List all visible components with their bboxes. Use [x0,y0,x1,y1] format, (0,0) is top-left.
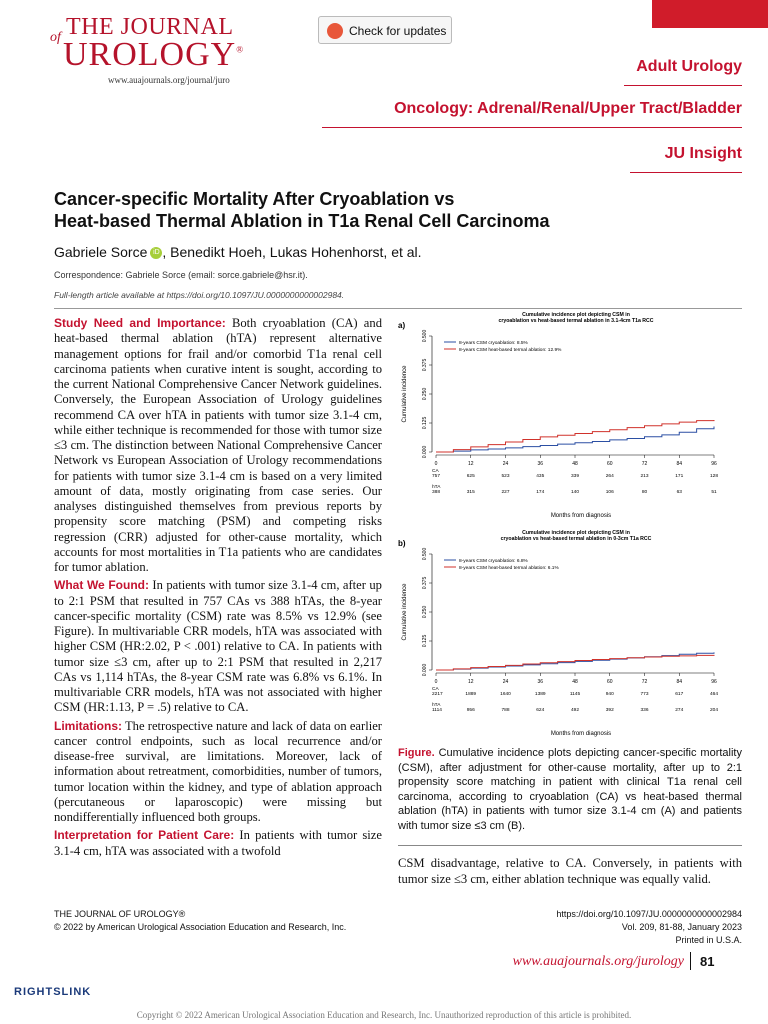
y-tick-label: 0.375 [422,576,428,590]
section-header-oncology: Oncology: Adrenal/Renal/Upper Tract/Bladder [394,100,742,117]
heading-found: What We Found: [54,578,149,593]
x-tick-label: 0 [434,461,438,467]
section-underline [624,85,742,86]
section-underline [322,127,742,128]
risk-value: 492 [570,708,580,713]
journal-url[interactable]: www.auajournals.org/journal/juro [108,75,230,85]
correspondence: Correspondence: Gabriele Sorce (email: sorce.gabriele@hsr.it). [54,270,308,280]
risk-label: CA [432,469,439,474]
chart-title: Cumulative incidence plot depicting CSM in [522,312,630,318]
series-line [436,426,714,452]
section-underline [630,172,742,173]
x-tick-label: 12 [467,679,474,685]
risk-total: 2217 [432,692,443,697]
author-list [54,244,422,260]
panel-label: a) [398,321,406,330]
risk-value: 625 [466,474,475,479]
x-tick-label: 60 [606,679,613,685]
authors-rest: , Benedikt Hoeh, Lukas Hohenhorst, et al. [162,244,422,260]
chart-title: Cumulative incidence plot depicting CSM in [522,530,630,536]
journal-logo-text: UROLOGY [63,36,237,73]
page-number: 81 [700,954,715,969]
risk-value: 956 [466,708,475,713]
y-tick-label: 0.000 [422,663,428,677]
bookmark-icon [327,23,343,39]
footer-url[interactable]: www.auajournals.org/jurology [512,954,684,969]
legend-entry: 8-years CSM cryoablation: 8.5% [459,340,528,346]
text-interpretation: In patients with tumor size 3.1-4 cm, hTA was associated with a twofold [54,828,382,858]
orcid-icon[interactable]: iD [150,247,162,259]
figure-caption [398,746,742,833]
risk-value: 128 [709,474,719,479]
figure-caption-label: Figure. [398,747,435,759]
risk-value: 624 [536,708,545,713]
risk-value: 227 [501,490,510,495]
heading-limitations: Limitations: [54,718,122,733]
article-title-line1: Cancer-specific Mortality After Cryoablation vs [54,189,455,209]
risk-value: 1640 [500,692,511,697]
series-line [436,420,714,452]
x-tick-label: 24 [502,461,509,467]
y-tick-label: 0.250 [422,387,428,401]
legend-entry: 8-years CSM cryoablation: 6.8% [459,558,528,564]
heading-interpretation: Interpretation for Patient Care: [54,828,235,843]
risk-value: 264 [605,474,614,479]
main-text-column [54,316,382,862]
risk-value: 392 [605,708,614,713]
text-limitations: The retrospective nature and lack of data on earlier cancer control endpoints, such as local recurrence and/or disease-free survival, are limitations. Moreover, lack of information about retreatment, comorbidities, number of tumors, tumor location within the kidney, and type of ablation approach (percutaneous or laparoscopic) were missing but nondifferentially influenced both groups. [54,718,382,824]
x-tick-label: 72 [641,461,648,467]
chart-panel-a [398,312,718,519]
x-axis-label: Months from diagnosis [550,513,612,519]
section-header-ju-insight: JU Insight [664,145,742,162]
risk-value: 523 [501,474,510,479]
section-header-adult-urology: Adult Urology [636,58,742,75]
risk-value: 773 [640,692,649,697]
paragraph-found [54,578,382,715]
journal-footer [54,908,346,934]
check-for-updates-button[interactable] [318,16,452,44]
divider [54,308,742,309]
panel-label: b) [398,539,406,548]
footer-copyright: © 2022 by American Urological Association Education and Research, Inc. [54,922,347,932]
y-axis-label: Cumulative incidence [402,583,408,641]
risk-value: 435 [536,474,545,479]
x-tick-label: 48 [572,679,578,685]
risk-total: 1114 [432,708,442,713]
chart-title: cryoablation vs heat-based termal ablation in 3.1-4cm T1a RCC [498,318,654,324]
x-tick-label: 36 [537,461,544,467]
risk-value: 274 [675,708,684,713]
risk-value: 204 [709,708,719,713]
full-length-link[interactable]: Full-length article available at https://doi.org/10.1097/JU.0000000000002984. [54,290,345,300]
y-axis-label: Cumulative incidence [402,365,408,423]
journal-logo-of: of [50,30,61,45]
risk-value: 1889 [465,692,477,697]
printed-info: Printed in U.S.A. [675,935,742,945]
y-tick-label: 0.250 [422,605,428,619]
x-tick-label: 12 [467,461,474,467]
risk-value: 1389 [534,692,546,697]
y-tick-label: 0.500 [422,329,428,343]
x-tick-label: 84 [676,461,683,467]
footer-journal-name: THE JOURNAL OF UROLOGY® [54,909,186,919]
chart-title: cryoablation vs heat-based termal ablation in 0-3cm T1a RCC [500,536,652,542]
risk-value: 940 [605,692,614,697]
doi-link[interactable]: https://doi.org/10.1097/JU.0000000000002984 [556,909,742,919]
author-first[interactable]: Gabriele Sorce [54,244,148,260]
y-tick-label: 0.125 [422,634,428,648]
heading-need: Study Need and Importance: [54,316,226,330]
risk-value: 315 [466,490,475,495]
risk-value: 106 [605,490,614,495]
risk-value: 464 [709,692,719,697]
risk-label: hTA [432,703,441,708]
y-tick-label: 0.125 [422,416,428,430]
legend-entry: 8-years CSM heat-based termal ablation: 6.1% [459,565,559,571]
risk-value: 140 [570,490,580,495]
text-found: In patients with tumor size 3.1-4 cm, after up to 2:1 PSM that resulted in 757 CAs vs 388 hTAs, the 8-year cancer-specific mortality (CSM) rate was 8.5% vs 12.9% (see Figure). In multivariable CRR models, hTA was associated with higher CSM (HR:2.02, P < .001) relative to CA. In patients with tumor size ≤3 cm, after up to 2:1 PSM that resulted in 2,217 CAs vs 1,114 hTAs, the 8-year CSM rate was 6.8% vs 6.1%. In multivariable CRR models, hTA was not associated with higher CSM (HR:1.13, P = .5) relative to CA. [54,578,382,715]
y-tick-label: 0.000 [422,445,428,459]
article-title-line2: Heat-based Thermal Ablation in T1a Renal Cell Carcinoma [54,211,550,231]
risk-value: 617 [675,692,684,697]
paragraph-need [54,316,382,575]
text-need: Both cryoablation (CA) and heat-based thermal ablation (hTA) represent alternative management options for frail and/or comorbid T1a renal cell carcinoma patients when curative intent is sought, according to the current National Comprehensive Cancer Network guidelines. Conversely, the European Association of Urology guidelines recommend CA over hTA in patients with tumor size 3.1-4 cm, while either technique is recommended for those with tumor size ≤3 cm. The distinction between National Comprehensive Cancer Network vs European Association of Urology recommendations for patients with tumor size 3.1-4 cm is based on a very limited amount of data, mostly originating from case series. Our analyses distinguished themselves from previous reports by propensity score matching (PSM) and competing risks regression (CRR) adjusted for other-cause mortality, which accounts for most mortalities in T1a patients who are candidates for tumor ablation. [54,316,382,574]
check-for-updates-label: Check for updates [349,24,447,38]
risk-value: 336 [640,708,649,713]
risk-label: CA [432,687,439,692]
x-tick-label: 60 [606,461,613,467]
article-title [54,188,614,232]
volume-info: Vol. 209, 81-88, January 2023 [621,922,742,932]
x-tick-label: 84 [676,679,683,685]
chart-panel-b [398,530,718,737]
x-tick-label: 36 [537,679,544,685]
caption-divider [398,845,742,846]
paragraph-interpretation [54,828,382,859]
risk-total: 388 [432,490,441,495]
risk-value: 213 [640,474,649,479]
figure-caption-text: Cumulative incidence plots depicting cancer-specific mortality (CSM), after adjustment for other-cause mortality, after up to 2:1 propensity score matching in patient with clinical T1a renal cell carcinoma, according to cryoablation (CA) vs heat-based thermal ablation (hTA) in patients with tumor size 3.1-4 cm (A) and patients with tumor size ≤3 cm (B). [398,747,742,832]
doi-block [556,908,742,947]
x-tick-label: 48 [572,461,578,467]
figure [396,310,746,742]
risk-value: 339 [570,474,580,479]
legend-entry: 8-years CSM heat-based termal ablation: 12.9% [459,347,562,353]
risk-value: 80 [641,490,648,495]
x-tick-label: 96 [711,679,717,685]
x-axis-label: Months from diagnosis [550,731,612,737]
bottom-copyright: Copyright © 2022 American Urological Association Education and Research, Inc. Unauthorized reproduction of this article is prohibited. [136,1010,632,1020]
x-tick-label: 96 [711,461,717,467]
x-tick-label: 0 [434,679,438,685]
journal-logo-line2: UROLOGY® [63,36,245,73]
risk-value: 1145 [569,692,581,697]
risk-value: 174 [536,490,545,495]
rightslink-logo[interactable]: RIGHTSLINK [14,986,92,998]
paragraph-limitations [54,719,382,826]
continued-text: CSM disadvantage, relative to CA. Conversely, in patients with tumor size ≤3 cm, either ablation technique was equally valid. [398,856,742,886]
risk-label: hTA [432,485,441,490]
y-tick-label: 0.375 [422,358,428,372]
risk-total: 757 [432,474,441,479]
risk-value: 171 [675,474,684,479]
risk-value: 63 [676,490,682,495]
journal-logo-line1: THE JOURNAL [66,14,234,40]
x-tick-label: 24 [502,679,509,685]
x-tick-label: 72 [641,679,648,685]
risk-value: 788 [501,708,510,713]
risk-value: 51 [711,490,717,495]
red-corner-bar [652,0,768,28]
footer-separator [690,952,691,970]
y-tick-label: 0.500 [422,547,428,561]
